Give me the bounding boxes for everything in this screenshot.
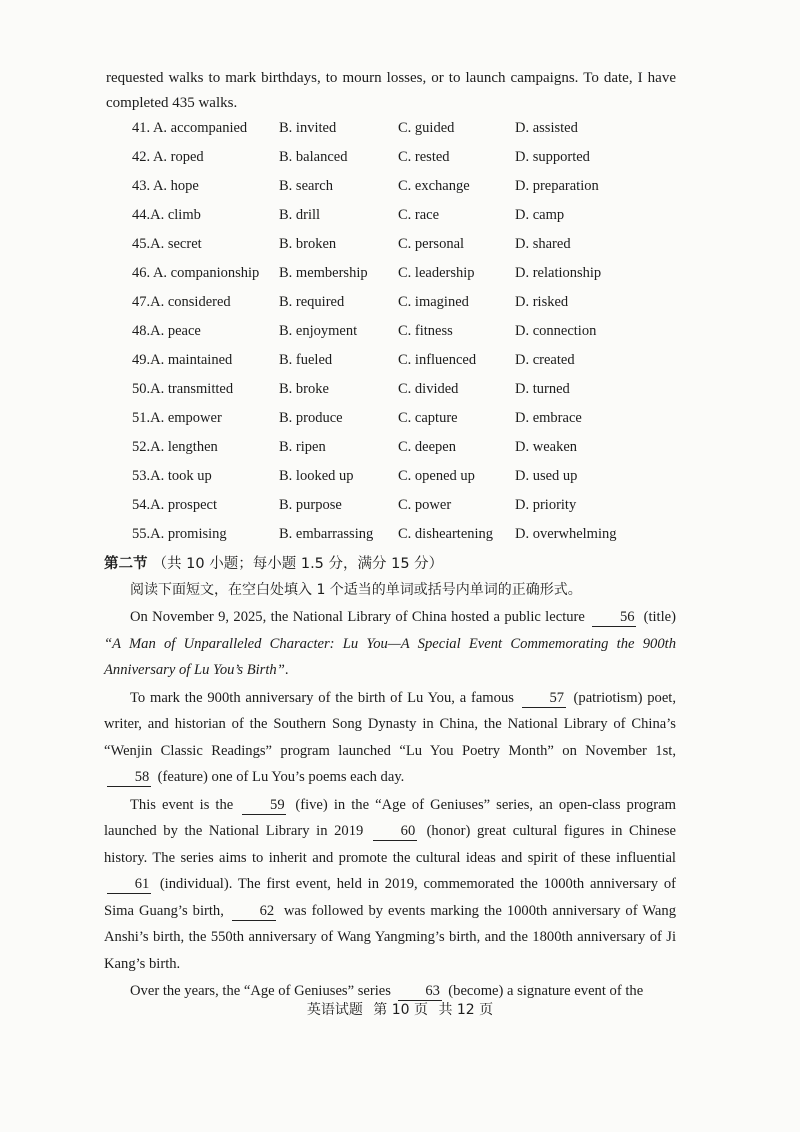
- option-b: B. purpose: [279, 497, 342, 513]
- option-a: 45.A. secret: [132, 236, 202, 252]
- option-d: D. connection: [515, 323, 597, 339]
- option-row-42: [132, 145, 692, 174]
- option-c: C. capture: [398, 410, 458, 426]
- option-a: 52.A. lengthen: [132, 439, 218, 455]
- footer-total-pages: 共 12 页: [438, 1002, 494, 1018]
- section-subtitle: （共 10 小题；每小题 1.5 分，满分 15 分）: [152, 556, 444, 572]
- option-d: D. turned: [515, 381, 570, 397]
- option-d: D. supported: [515, 149, 590, 165]
- lecture-title: “A Man of Unparalleled Character: Lu You—A Special Event Commemorating the 900th Anniversary of Lu You’s Birth”: [104, 635, 676, 678]
- option-row-48: [132, 319, 692, 348]
- option-a: 54.A. prospect: [132, 497, 217, 513]
- option-b: B. broken: [279, 236, 337, 252]
- option-b: B. search: [279, 178, 333, 194]
- text-segment: (feature) one of Lu You’s poems each day.: [157, 769, 405, 785]
- text-segment: (become) a signature event of the: [448, 983, 644, 999]
- blank-62[interactable]: 62: [232, 902, 276, 921]
- option-d: D. relationship: [515, 265, 602, 281]
- option-b: B. ripen: [279, 439, 326, 455]
- section-instruction: 阅读下面短文，在空白处填入 1 个适当的单词或括号内单词的正确形式。: [130, 582, 582, 598]
- passage-paragraph-1: [104, 604, 676, 684]
- text-segment: Over the years, the “Age of Geniuses” series: [130, 983, 391, 999]
- section-title: 第二节: [104, 556, 148, 572]
- option-d: D. priority: [515, 497, 577, 513]
- option-row-49: [132, 348, 692, 377]
- option-c: C. influenced: [398, 352, 477, 368]
- option-c: C. exchange: [398, 178, 470, 194]
- option-a: 49.A. maintained: [132, 352, 233, 368]
- option-b: B. produce: [279, 410, 343, 426]
- intro-paragraph: requested walks to mark birthdays, to mourn losses, or to launch campaigns. To date, I have completed 435 walks.: [106, 70, 676, 111]
- blank-61[interactable]: 61: [107, 875, 151, 894]
- option-b: B. fueled: [279, 352, 333, 368]
- blank-58[interactable]: 58: [107, 768, 151, 787]
- option-b: B. embarrassing: [279, 526, 374, 542]
- text-segment: (honor) great cultural figures in Chinese history. The series aims to inherit and promote the cultural ideas and spirit of these influential: [104, 823, 677, 866]
- passage: [104, 604, 676, 1006]
- option-row-46: [132, 261, 692, 290]
- option-d: D. camp: [515, 207, 565, 223]
- option-b: B. balanced: [279, 149, 348, 165]
- option-c: C. disheartening: [398, 526, 494, 542]
- passage-paragraph-2: [104, 685, 676, 791]
- option-d: D. risked: [515, 294, 569, 310]
- option-a: 44.A. climb: [132, 207, 201, 223]
- option-b: B. membership: [279, 265, 368, 281]
- options-list: [132, 116, 692, 551]
- option-a: 51.A. empower: [132, 410, 222, 426]
- option-row-52: [132, 435, 692, 464]
- option-d: D. overwhelming: [515, 526, 617, 542]
- option-a: 43. A. hope: [132, 178, 199, 194]
- option-c: C. leadership: [398, 265, 475, 281]
- option-b: B. invited: [279, 120, 337, 136]
- text-segment: (title): [643, 609, 676, 625]
- option-row-51: [132, 406, 692, 435]
- option-a: 55.A. promising: [132, 526, 227, 542]
- text-segment: This event is the: [130, 796, 234, 813]
- option-a: 42. A. roped: [132, 149, 204, 165]
- option-c: C. power: [398, 497, 452, 513]
- option-c: C. opened up: [398, 468, 475, 484]
- blank-60[interactable]: 60: [373, 822, 417, 841]
- option-a: 46. A. companionship: [132, 265, 260, 281]
- option-c: C. guided: [398, 120, 455, 136]
- blank-57[interactable]: 57: [522, 689, 566, 708]
- option-a: 47.A. considered: [132, 294, 231, 310]
- passage-paragraph-3: [104, 792, 676, 978]
- option-row-54: [132, 493, 692, 522]
- option-a: 48.A. peace: [132, 323, 201, 339]
- section-heading: [104, 552, 443, 573]
- option-b: B. looked up: [279, 468, 354, 484]
- option-c: C. race: [398, 207, 440, 223]
- option-c: C. fitness: [398, 323, 453, 339]
- text-segment: (individual). The first event, held in 2019, commemorated the 1000th anniversary of Sima Guang’s birth,: [104, 876, 677, 919]
- option-b: B. drill: [279, 207, 321, 223]
- option-a: 41. A. accompanied: [132, 120, 248, 136]
- text-segment: was followed by events marking the 1000th anniversary of Wang Anshi’s birth, the 550th anniversary of Wang Yangming’s birth, and the 1800th anniversary of Ji Kang’s birth.: [104, 902, 676, 972]
- option-d: D. shared: [515, 236, 571, 252]
- blank-63[interactable]: 63: [398, 982, 442, 1001]
- option-row-44: [132, 203, 692, 232]
- page-footer: [0, 999, 800, 1019]
- option-d: D. created: [515, 352, 575, 368]
- option-b: B. enjoyment: [279, 323, 358, 339]
- blank-56[interactable]: 56: [592, 608, 636, 627]
- option-a: 50.A. transmitted: [132, 381, 234, 397]
- option-c: C. divided: [398, 381, 459, 397]
- option-b: B. broke: [279, 381, 329, 397]
- option-row-55: [132, 522, 692, 551]
- text-segment: .: [284, 662, 289, 678]
- text-segment: On November 9, 2025, the National Library of China hosted a public lecture: [130, 609, 585, 625]
- footer-subject: 英语试题: [306, 1002, 363, 1018]
- blank-59[interactable]: 59: [242, 796, 286, 815]
- option-row-53: [132, 464, 692, 493]
- option-row-47: [132, 290, 692, 319]
- text-segment: (patriotism) poet, writer, and historian of the Southern Song Dynasty in China, the National Library of China’s “Wenjin Classic Readings” program launched “Lu You Poetry Month” on November 1st,: [104, 689, 676, 759]
- option-a: 53.A. took up: [132, 468, 212, 484]
- option-row-41: [132, 116, 692, 145]
- option-c: C. rested: [398, 149, 450, 165]
- option-c: C. deepen: [398, 439, 456, 455]
- option-d: D. preparation: [515, 178, 599, 194]
- option-d: D. weaken: [515, 439, 578, 455]
- option-c: C. imagined: [398, 294, 469, 310]
- option-d: D. embrace: [515, 410, 582, 426]
- option-row-43: [132, 174, 692, 203]
- option-row-45: [132, 232, 692, 261]
- text-segment: (five) in the “Age of Geniuses” series, an open-class program launched by the National Library in 2019: [104, 796, 676, 839]
- option-b: B. required: [279, 294, 345, 310]
- text-segment: To mark the 900th anniversary of the birth of Lu You, a famous: [130, 689, 514, 706]
- option-d: D. assisted: [515, 120, 578, 136]
- footer-page-number: 第 10 页: [373, 1002, 428, 1018]
- option-d: D. used up: [515, 468, 578, 484]
- option-row-50: [132, 377, 692, 406]
- option-c: C. personal: [398, 236, 465, 252]
